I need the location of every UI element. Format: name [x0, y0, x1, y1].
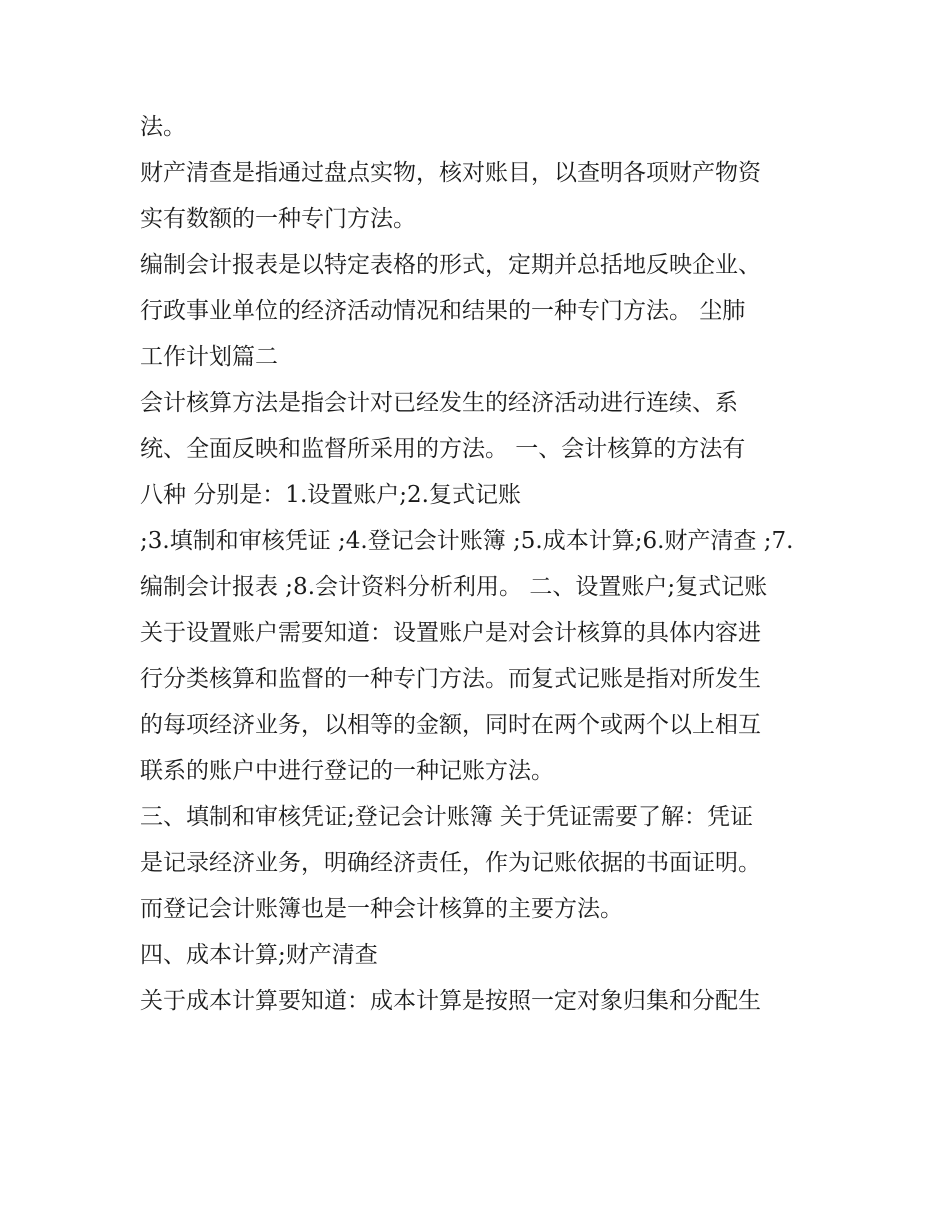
text-line: 实有数额的一种专门方法。: [140, 206, 416, 232]
text-line: ;3.填制和审核凭证 ;4.登记会计账簿 ;5.成本计算;6.财产清查 ;7.: [140, 528, 794, 554]
text-line: 法。: [140, 114, 186, 140]
text-line: 财产清查是指通过盘点实物，核对账目，以查明各项财产物资: [140, 160, 761, 186]
text-line: 关于成本计算要知道：成本计算是按照一定对象归集和分配生: [140, 988, 761, 1014]
text-line: 四、成本计算;财产清查: [140, 942, 378, 968]
text-line: 联系的账户中进行登记的一种记账方法。: [140, 758, 554, 784]
text-line: 八种 分别是：1.设置账户;2.复式记账: [140, 482, 521, 508]
text-line: 的每项经济业务，以相等的金额，同时在两个或两个以上相互: [140, 712, 761, 738]
section-heading: 工作计划篇二: [140, 344, 278, 370]
text-line: 行政事业单位的经济活动情况和结果的一种专门方法。 尘肺: [140, 298, 746, 324]
document-body: [140, 104, 820, 1024]
text-line: 是记录经济业务，明确经济责任，作为记账依据的书面证明。: [140, 850, 761, 876]
text-line: 会计核算方法是指会计对已经发生的经济活动进行连续、系: [140, 390, 738, 416]
text-line: 编制会计报表 ;8.会计资料分析利用。 二、设置账户;复式记账: [140, 574, 768, 600]
text-line: 统、全面反映和监督所采用的方法。 一、会计核算的方法有: [140, 436, 746, 462]
text-line: 而登记会计账簿也是一种会计核算的主要方法。: [140, 896, 623, 922]
text-line: 编制会计报表是以特定表格的形式，定期并总括地反映企业、: [140, 252, 761, 278]
text-line: 三、填制和审核凭证;登记会计账簿 关于凭证需要了解：凭证: [140, 804, 754, 830]
text-line: 行分类核算和监督的一种专门方法。而复式记账是指对所发生: [140, 666, 761, 692]
text-line: 关于设置账户需要知道：设置账户是对会计核算的具体内容进: [140, 620, 761, 646]
